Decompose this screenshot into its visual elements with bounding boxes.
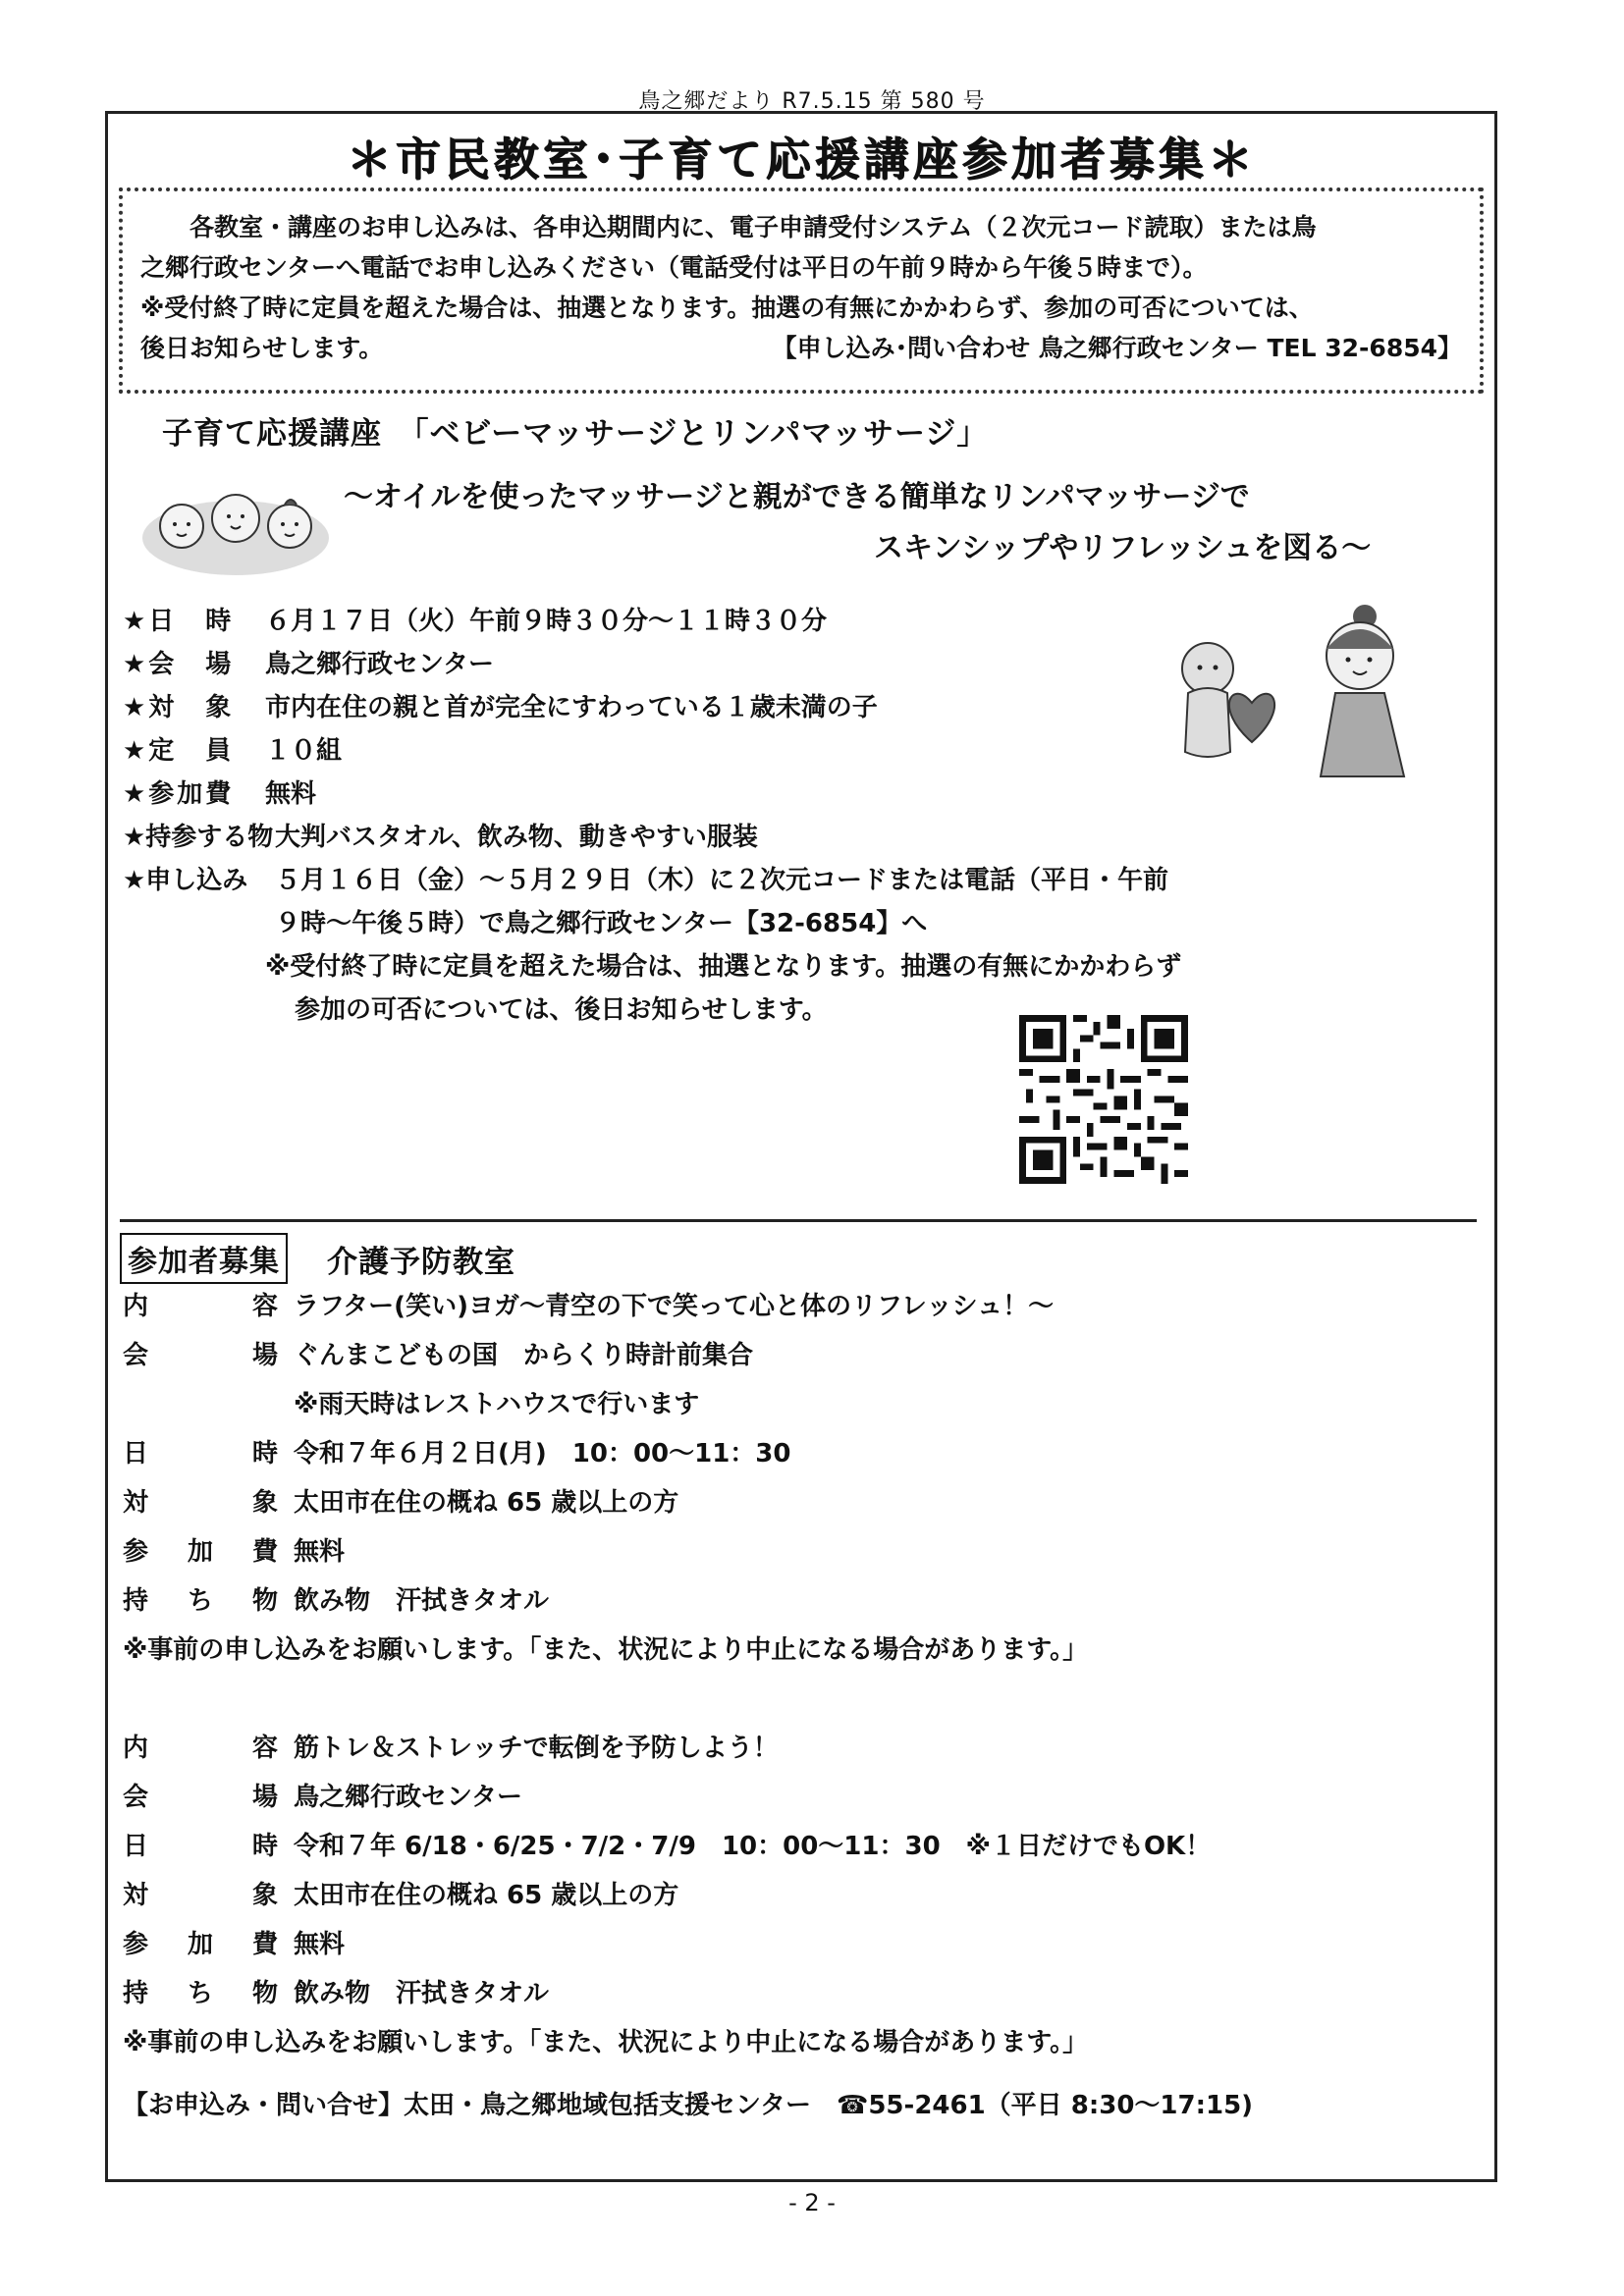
class-label: 対 象 <box>123 1487 278 1518</box>
notice-line: 之郷行政センターへ電話でお申し込みください（電話受付は平日の午前９時から午後５時まで）。 <box>140 253 1208 282</box>
class-value: 鳥之郷行政センター <box>294 1782 522 1812</box>
detail-row <box>123 856 1301 899</box>
class-label: 対 象 <box>123 1880 278 1910</box>
course-subtitle <box>344 472 1532 574</box>
detail-label: ★日 時 <box>123 606 235 636</box>
class-row <box>123 1966 1448 2015</box>
detail-row <box>123 770 1301 813</box>
notice-line: 各教室・講座のお申し込みは、各申込期間内に、電子申請受付システム（２次元コード読取）または鳥 <box>189 213 1317 241</box>
detail-label: ★会 場 <box>123 649 235 679</box>
class-label: 参 加 費 <box>123 1536 278 1567</box>
detail-label: ★参加費 <box>123 778 235 809</box>
detail-continuation: ９時～午後５時）で鳥之郷行政センター【32-6854】へ <box>275 908 928 938</box>
class-row <box>123 1868 1448 1917</box>
venue-note: ※雨天時はレストハウスで行います <box>294 1389 700 1419</box>
class-row <box>123 1328 1448 1377</box>
detail-row <box>123 726 1301 770</box>
notice-line: ※受付終了時に定員を超えた場合は、抽選となります。抽選の有無にかかわらず、参加の可否については、 <box>140 294 1314 322</box>
class-label: 日 時 <box>123 1438 278 1468</box>
content-frame <box>105 111 1497 2182</box>
detail-note: 参加の可否については、後日お知らせします。 <box>295 994 828 1025</box>
class-row <box>123 1524 1448 1574</box>
babies-illustration <box>137 479 334 577</box>
class-value: 無料 <box>294 1929 346 1959</box>
childcare-course-details <box>123 597 1301 1029</box>
detail-row <box>123 683 1301 726</box>
notice-contact: 【申し込み･問い合わせ 鳥之郷行政センター TEL 32-6854】 <box>772 334 1462 362</box>
detail-row <box>123 597 1301 640</box>
class-label: 日 時 <box>123 1831 278 1861</box>
newsletter-header: 鳥之郷だより R7.5.15 第 580 号 <box>638 89 986 114</box>
class-row <box>123 1426 1448 1475</box>
section-divider <box>120 1219 1477 1222</box>
class-value: 筋トレ＆ストレッチで転倒を予防しよう！ <box>294 1733 779 1763</box>
class-label: 持 ち 物 <box>123 1978 278 2008</box>
detail-value: １０組 <box>265 735 343 766</box>
class-note: ※事前の申し込みをお願いします。「また、状況により中止になる場合があります。」 <box>123 2027 1089 2057</box>
detail-label: ★持参する物 <box>123 822 274 852</box>
care-prevention-header <box>120 1233 515 1284</box>
care-center-contact: 【お申込み・問い合せ】太田・鳥之郷地域包括支援センター ☎55-2461（平日 8:30～17:15) <box>123 2091 1254 2120</box>
detail-value: ５月１６日（金）～５月２９日（木）に２次元コードまたは電話（平日・午前 <box>275 865 1169 895</box>
childcare-course-title: 子育て応援講座 「ベビーマッサージとリンパマッサージ」 <box>162 416 989 452</box>
detail-label: ★対 象 <box>123 692 235 722</box>
class-row <box>123 1917 1448 1966</box>
class-row <box>123 1721 1448 1770</box>
class-value: 令和７年６月２日(月) 10：00～11：30 <box>294 1438 791 1468</box>
detail-row <box>123 640 1301 683</box>
care-prevention-title: 介護予防教室 <box>327 1244 515 1280</box>
class-row <box>123 1819 1448 1868</box>
detail-label: ★定 員 <box>123 735 235 766</box>
class-value: 太田市在住の概ね 65 歳以上の方 <box>294 1487 679 1518</box>
class-label: 内 容 <box>123 1291 278 1321</box>
class-row <box>123 1574 1448 1623</box>
detail-value: ６月１７日（火）午前９時３０分～１１時３０分 <box>265 606 828 636</box>
detail-row <box>123 813 1301 856</box>
class-block-strength-training <box>123 1721 1448 2064</box>
class-value: ぐんまこどもの国 からくり時計前集合 <box>294 1340 754 1370</box>
class-block-laughter-yoga <box>123 1279 1448 1672</box>
class-row <box>123 1770 1448 1819</box>
class-value: 太田市在住の概ね 65 歳以上の方 <box>294 1880 679 1910</box>
class-value: 飲み物 汗拭きタオル <box>294 1978 550 2008</box>
subtitle-line: スキンシップやリフレッシュを図る～ <box>874 531 1372 565</box>
qr-code[interactable] <box>1019 1015 1188 1184</box>
class-row <box>123 1279 1448 1328</box>
main-title: ＊市民教室･子育て応援講座参加者募集＊ <box>346 133 1257 186</box>
detail-value: 無料 <box>265 778 317 809</box>
detail-value: 大判バスタオル、飲み物、動きやすい服装 <box>275 822 758 852</box>
detail-value: 鳥之郷行政センター <box>265 649 494 679</box>
class-value: ラフター(笑い)ヨガ～青空の下で笑って心と体のリフレッシュ！～ <box>294 1291 1055 1321</box>
class-label: 参 加 費 <box>123 1929 278 1959</box>
notice-line: 後日お知らせします。 <box>140 334 384 362</box>
notice-box <box>119 187 1484 394</box>
detail-note: ※受付終了時に定員を超えた場合は、抽選となります。抽選の有無にかかわらず <box>265 951 1182 982</box>
detail-label: ★申し込み <box>123 865 248 895</box>
class-value: 無料 <box>294 1536 346 1567</box>
class-label: 持 ち 物 <box>123 1585 278 1616</box>
class-label: 会 場 <box>123 1782 278 1812</box>
class-value: 令和７年 6/18・6/25・7/2・7/9 10：00～11：30 ※１日だけでもOK！ <box>294 1831 1212 1861</box>
recruitment-badge: 参加者募集 <box>120 1233 288 1284</box>
class-row <box>123 1475 1448 1524</box>
subtitle-line: ～オイルを使ったマッサージと親ができる簡単なリンパマッサージで <box>344 480 1250 514</box>
class-note: ※事前の申し込みをお願いします。「また、状況により中止になる場合があります。」 <box>123 1634 1089 1665</box>
class-label: 会 場 <box>123 1340 278 1370</box>
detail-value: 市内在住の親と首が完全にすわっている１歳未満の子 <box>265 692 878 722</box>
class-label: 内 容 <box>123 1733 278 1763</box>
page-number: - 2 - <box>788 2189 836 2216</box>
class-value: 飲み物 汗拭きタオル <box>294 1585 550 1616</box>
